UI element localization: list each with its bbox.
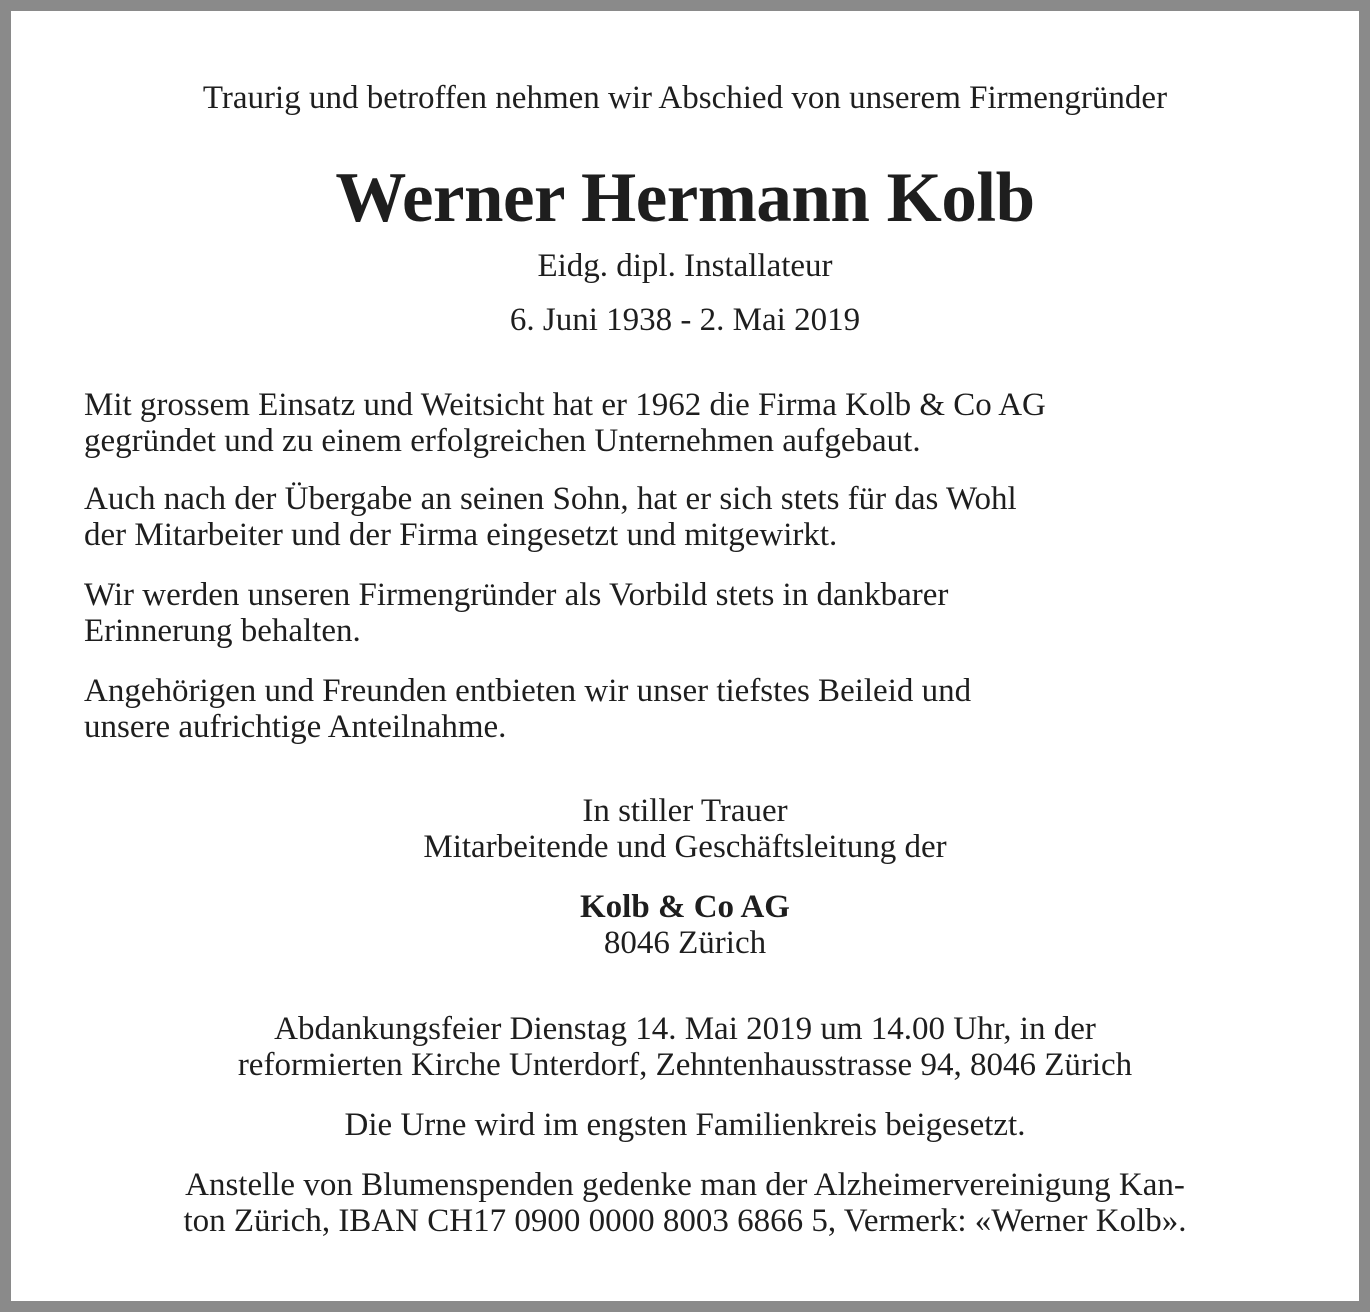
- signature-line-2: Mitarbeitende und Geschäftsleitung der: [423, 829, 947, 865]
- paragraph-3-line-1: Wir werden unseren Firmengründer als Vorbild stets in dankbarer: [84, 577, 949, 613]
- company-name: Kolb & Co AG: [580, 889, 790, 925]
- paragraph-2-line-1: Auch nach der Übergabe an seinen Sohn, hat er sich stets für das Wohl: [84, 481, 1017, 517]
- signature-line-1: In stiller Trauer: [582, 793, 788, 829]
- deceased-title: Eidg. dipl. Installateur: [537, 248, 833, 284]
- intro-text: Traurig und betroffen nehmen wir Abschied von unserem Firmengründer: [202, 80, 1168, 116]
- paragraph-1-line-2: gegründet und zu einem erfolgreichen Unternehmen aufgebaut.: [84, 423, 921, 459]
- deceased-name: Werner Hermann Kolb: [335, 159, 1035, 237]
- ceremony-line-1: Abdankungsfeier Dienstag 14. Mai 2019 um 14.00 Uhr, in der: [274, 1011, 1096, 1047]
- donation-line-1: Anstelle von Blumenspenden gedenke man der Alzheimervereinigung Kan-: [185, 1167, 1185, 1203]
- life-dates: 6. Juni 1938 - 2. Mai 2019: [509, 302, 861, 338]
- paragraph-2-line-2: der Mitarbeiter und der Firma eingesetzt und mitgewirkt.: [84, 517, 838, 553]
- urn-note: Die Urne wird im engsten Familienkreis beigesetzt.: [344, 1107, 1026, 1143]
- paragraph-4-line-2: unsere aufrichtige Anteilnahme.: [84, 709, 507, 745]
- paragraph-3-line-2: Erinnerung behalten.: [84, 613, 361, 649]
- donation-line-2: ton Zürich, IBAN CH17 0900 0000 8003 6866 5, Vermerk: «Werner Kolb».: [183, 1203, 1187, 1239]
- company-city: 8046 Zürich: [603, 925, 767, 961]
- paragraph-4-line-1: Angehörigen und Freunden entbieten wir unser tiefstes Beileid und: [84, 673, 972, 709]
- paragraph-1-line-1: Mit grossem Einsatz und Weitsicht hat er 1962 die Firma Kolb & Co AG: [84, 387, 1046, 423]
- ceremony-line-2: reformierten Kirche Unterdorf, Zehntenhausstrasse 94, 8046 Zürich: [237, 1047, 1133, 1083]
